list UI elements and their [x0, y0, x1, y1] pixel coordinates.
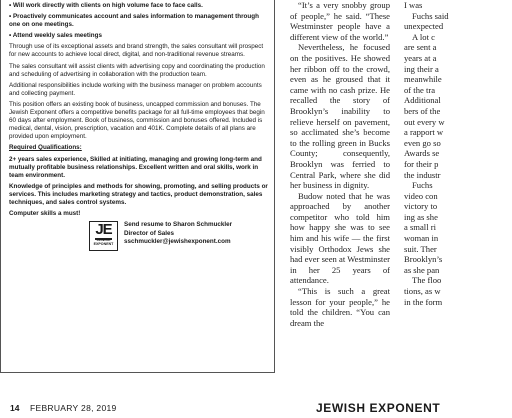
article-paragraph: Budow noted that he was approached by another competitor who told him how happy she was to see him and his wife — the first visibly Orthodox Jews she had ever seen at Westminster in her 25 years of attendance. [290, 190, 390, 286]
contact-email[interactable]: sschmuckler@jewishexponent.com [124, 237, 231, 245]
contact-block [89, 221, 268, 251]
article-line: out every w [404, 116, 445, 127]
ad-bullet: • Proactively communicates account and sales information to management through one on one meetings. [9, 13, 259, 29]
ad-paragraph: Additional responsibilities include working with the business manager on problem accounts and collecting payment. [9, 81, 262, 97]
article-line: unexpected [404, 21, 444, 32]
ad-bullet: • Attend weekly sales meetings [9, 32, 102, 40]
article-line: meanwhile [404, 74, 442, 85]
article-line: suit. Ther [404, 243, 437, 254]
article-line: victory to [404, 201, 438, 212]
article-line: a rapport w [404, 127, 444, 138]
article-line: bers of the [404, 105, 441, 116]
article-line: in the form [404, 296, 443, 307]
article-column-2 [404, 0, 512, 307]
qualification-item: 2+ years sales experience, Skilled at initiating, managing and growing long-term and mutually profitable business relationships. Excellent written and oral skills, work in team environment. [9, 155, 262, 179]
ad-paragraph: Through use of its exceptional assets and brand strength, the sales consultant will prospect for new accounts to achieve local direct, digital, and non-traditional revenue streams. [9, 43, 264, 59]
qualification-item: Knowledge of principles and methods for showing, promoting, and selling products or services. This includes marketing strategy and tactics, product demonstration, sales techniques, and sales control systems. [9, 182, 268, 206]
issue-date: FEBRUARY 28, 2019 [30, 403, 117, 413]
page-footer [0, 400, 512, 418]
contact-send-resume: Send resume to Sharon Schmuckler [124, 221, 233, 229]
article-paragraph: “This is such a great lesson for your people,” he told the children. “You can dream the [290, 286, 390, 328]
article-line: even go so [404, 137, 441, 148]
qualification-item: Computer skills a must! [9, 210, 81, 218]
article-line: Brooklyn’s [404, 254, 443, 265]
ad-paragraph: The sales consultant will assist clients with advertising copy and coordinating the production and scheduling of advertising in collaboration with the production team. [9, 62, 265, 78]
article-line: of the tra [404, 84, 436, 95]
publication-name: JEWISH EXPONENT [316, 401, 441, 415]
article-line: tions, as w [404, 286, 441, 297]
contact-lines [124, 221, 232, 246]
jewish-exponent-logo [89, 221, 118, 251]
ad-paragraph: This position offers an existing book of business, uncapped commission and bonuses. The Jewish Exponent offers a competitive benefits package for all full-time employees that begin 60 days after employment. Book of business, commission and bonuses offered. Included is medical, dental, vision, prescription, vacation and 401K. Complete details of all plans are provided upon employment. [9, 100, 265, 141]
article-line: video con [404, 190, 438, 201]
article-line: A lot c [412, 31, 435, 42]
job-ad-box [0, 0, 275, 373]
article-line: Fuchs [412, 180, 433, 191]
article-line: years at a [404, 52, 437, 63]
page-number: 14 [10, 403, 20, 413]
article-line: as she pan [404, 264, 440, 275]
article-paragraph: “It’s a very snobby group of people,” he said. “These Westminster people have a different view of the world.” [290, 0, 390, 42]
logo-line1: JEWISH [96, 238, 111, 243]
article-line: a small ri [404, 222, 436, 233]
logo-line2: EXPONENT [93, 242, 114, 247]
article-line: Additional [404, 95, 441, 106]
article-line: ing their a [404, 63, 439, 74]
contact-title: Director of Sales [124, 229, 175, 237]
article-line: woman in [404, 233, 439, 244]
article-line: Fuchs said [412, 10, 449, 21]
article-line: ing as she [404, 211, 438, 222]
article-line: The floo [412, 275, 442, 286]
logo-letters: JE [95, 221, 112, 239]
article-paragraph: Nevertheless, he focused on the positives. He showed her ribbon off to the crowd, even as he groused that it came with no cash prize. He recalled the story of Brooklyn’s inability to relieve herself on pavement, so acclimated she’s become to the rolling green in Bucks County; consequently, Brooklyn was ferried to Central Park, where she did her business in dignity. [290, 42, 390, 191]
article-line: for their p [404, 158, 439, 169]
qualifications-heading: Required Qualifications: [9, 144, 82, 152]
article-line: are sent a [404, 42, 437, 53]
ad-bullet: • Will work directly with clients on high volume face to face calls. [9, 2, 203, 9]
article-line: the industr [404, 169, 441, 180]
article-line: I was [404, 0, 423, 10]
article-column-1 [290, 0, 390, 328]
article-line: Awards se [404, 148, 440, 159]
